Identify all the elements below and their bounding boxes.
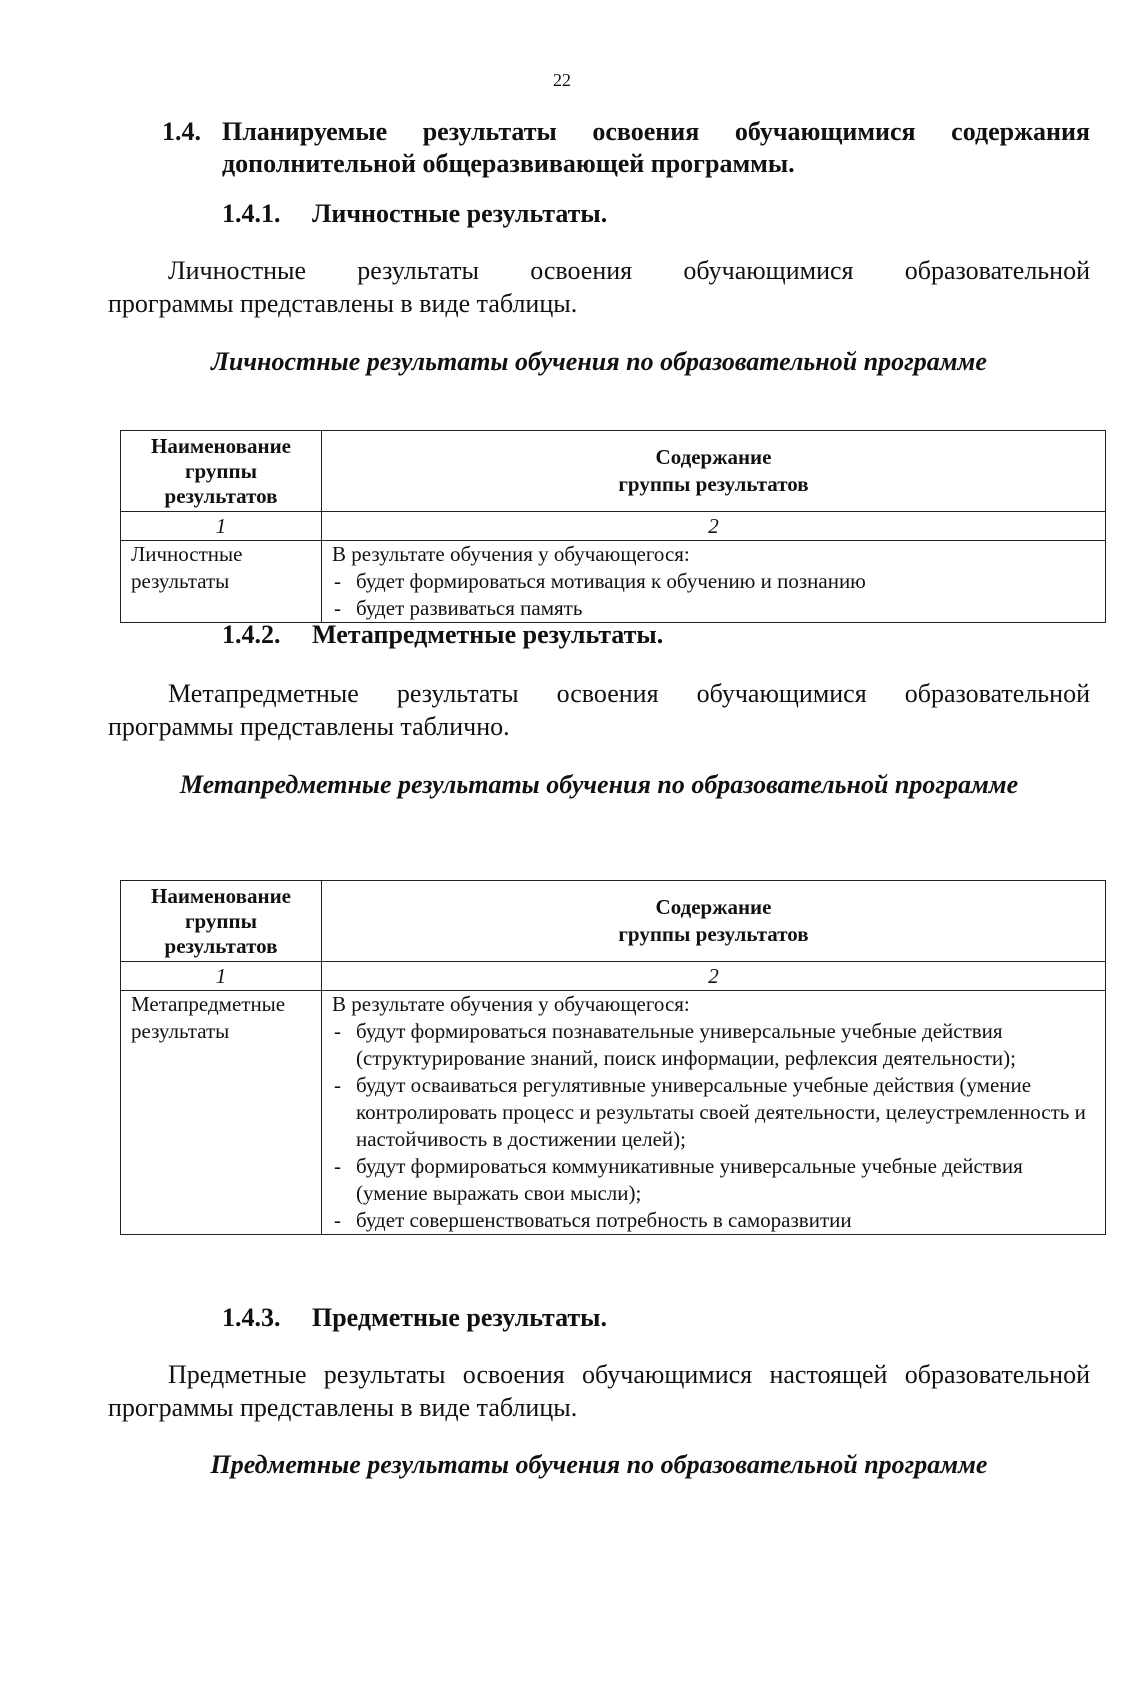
column-number-2: 2 — [322, 512, 1106, 541]
paragraph-line: Метапредметные результаты освоения обучающимися образовательной — [168, 679, 1090, 708]
meta-results-table — [120, 880, 1106, 1235]
subsection-title: Предметные результаты. — [312, 1303, 607, 1332]
row-intro: В результате обучения у обучающегося: — [332, 992, 690, 1016]
paragraph-line: программы представлены в виде таблицы. — [108, 1393, 578, 1422]
section-heading — [162, 116, 1090, 180]
paragraph-personal — [108, 254, 1090, 320]
subsection-heading-subject — [222, 1302, 607, 1334]
row-group-content — [322, 541, 1106, 623]
list-item: - будут осваиваться регулятивные универсальные учебные действия (умение контролировать процесс и результаты своей деятельности, целеустремленность и настойчивость в достижении целей); — [332, 1072, 1095, 1153]
table-header-row — [121, 881, 1106, 962]
row-group-content — [322, 991, 1106, 1235]
header-cell-group-content: Содержание группы результатов — [322, 881, 1106, 962]
table-caption-personal: Личностные результаты обучения по образовательной программе — [211, 347, 987, 376]
list-item: - будут формироваться познавательные универсальные учебные действия (структурирование знаний, поиск информации, рефлексия деятельности); — [332, 1018, 1095, 1072]
section-title: Планируемые результаты освоения обучающимися содержания дополнительной общеразвивающей программы. — [222, 117, 1090, 178]
results-list — [332, 1018, 1095, 1234]
column-number-1: 1 — [121, 962, 322, 991]
table-header-row — [121, 431, 1106, 512]
paragraph-line: Предметные результаты освоения обучающимися настоящей образовательной — [168, 1360, 1090, 1389]
subsection-heading-meta — [222, 619, 663, 651]
subsection-number: 1.4.3. — [222, 1303, 281, 1332]
subsection-title: Личностные результаты. — [312, 199, 608, 228]
subsection-number: 1.4.2. — [222, 620, 281, 649]
row-group-name: Метапредметные результаты — [121, 991, 322, 1235]
column-number-row — [121, 512, 1106, 541]
personal-results-table — [120, 430, 1106, 623]
list-item: - будет формироваться мотивация к обучению и познанию — [332, 568, 1095, 595]
column-number-1: 1 — [121, 512, 322, 541]
header-cell-group-content: Содержание группы результатов — [322, 431, 1106, 512]
subsection-number: 1.4.1. — [222, 199, 281, 228]
table-caption-subject: Предметные результаты обучения по образовательной программе — [210, 1450, 988, 1479]
table-caption-meta: Метапредметные результаты обучения по образовательной программе — [179, 770, 1019, 799]
row-group-name: Личностные результаты — [121, 541, 322, 623]
list-item: - будет развиваться память — [332, 595, 1095, 622]
paragraph-line: программы представлены таблично. — [108, 712, 510, 741]
subsection-heading-personal — [222, 198, 607, 230]
list-item: - будет совершенствоваться потребность в саморазвитии — [332, 1207, 1095, 1234]
paragraph-line: программы представлены в виде таблицы. — [108, 289, 578, 318]
column-number-row — [121, 962, 1106, 991]
page-number: 22 — [553, 70, 571, 90]
table-row — [121, 991, 1106, 1235]
list-item: - будут формироваться коммуникативные универсальные учебные действия (умение выражать свои мысли); — [332, 1153, 1095, 1207]
paragraph-subject — [108, 1358, 1090, 1424]
paragraph-meta — [108, 677, 1090, 743]
header-cell-group-name: Наименование группы результатов — [121, 431, 322, 512]
subsection-title: Метапредметные результаты. — [312, 620, 664, 649]
results-list — [332, 568, 1095, 622]
section-number: 1.4. — [162, 117, 201, 146]
paragraph-line: Личностные результаты освоения обучающимися образовательной — [168, 256, 1090, 285]
column-number-2: 2 — [322, 962, 1106, 991]
table-row — [121, 541, 1106, 623]
header-cell-group-name: Наименование группы результатов — [121, 881, 322, 962]
row-intro: В результате обучения у обучающегося: — [332, 542, 690, 566]
